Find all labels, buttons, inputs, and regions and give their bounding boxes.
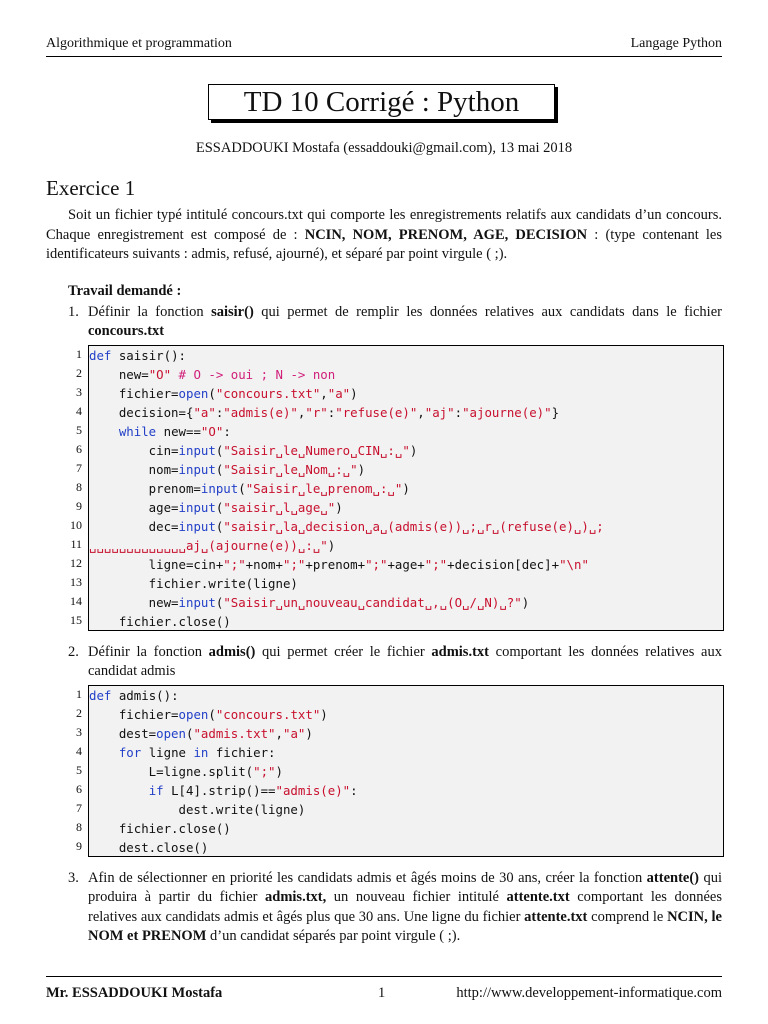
code-line (89, 365, 335, 384)
code-line (89, 384, 358, 403)
question-number: 1. (68, 304, 79, 320)
code-line (89, 686, 179, 705)
line-number: 10 (70, 518, 82, 532)
code-token: ␣␣␣␣␣␣␣␣␣␣␣␣␣aj␣(ajourne(e))␣:␣" (89, 538, 328, 553)
code-token: "a" (282, 726, 306, 741)
code-line (89, 517, 604, 536)
code-token: fichier.close() (89, 821, 231, 836)
line-number: 2 (76, 366, 82, 380)
code-line (89, 441, 417, 460)
code-token: ( (185, 726, 194, 741)
code-token: : (454, 405, 463, 420)
code-token (89, 783, 149, 798)
code-token: in (193, 745, 209, 760)
code-token: dest.write(ligne) (89, 802, 306, 817)
line-number: 8 (76, 820, 82, 834)
code-token: , (297, 405, 306, 420)
q3-func: attente() (646, 870, 700, 886)
code-token: "saisir␣l␣age␣" (223, 500, 336, 515)
q3-file-admis: admis.txt, (265, 889, 327, 906)
q3-text-k: d’un candidat séparés par point virgule ( ;). (206, 928, 461, 945)
line-number: 4 (76, 744, 82, 758)
code-token: ";" (365, 557, 388, 572)
line-number: 13 (70, 575, 82, 589)
code-token: : (327, 405, 336, 420)
q1-text-c: qui permet de remplir les données relatives aux candidats dans le fichier (253, 304, 722, 320)
code-line (89, 762, 283, 781)
code-token: ";" (282, 557, 306, 572)
code-block-saisir (88, 345, 724, 631)
q3-text-i: comprend le (587, 908, 668, 925)
intro-fields: NCIN, NOM, PRENOM, AGE, DECISION (304, 226, 588, 243)
code-token: L[4].strip()== (163, 783, 276, 798)
code-token: "admis(e)" (275, 783, 351, 798)
line-number: 14 (70, 594, 82, 608)
q3-fields: NCIN, le NOM et PRENOM (88, 908, 722, 945)
code-line (89, 422, 231, 441)
code-token: ) (521, 595, 530, 610)
code-token: nom= (89, 462, 179, 477)
line-number: 9 (76, 499, 82, 513)
header-right: Langage Python (630, 36, 722, 51)
code-line (89, 800, 305, 819)
code-line (89, 593, 529, 612)
code-token: : (350, 783, 358, 798)
code-token: ( (208, 386, 216, 401)
code-token: ) (350, 386, 358, 401)
q1-file: concours.txt (88, 322, 165, 339)
code-token: ) (409, 443, 418, 458)
code-line (89, 705, 328, 724)
code-token: ";" (223, 557, 246, 572)
code-token: "Saisir␣le␣Numero␣CIN␣:␣" (223, 443, 410, 458)
code-token: new= (89, 595, 179, 610)
code-token: : (215, 405, 224, 420)
question-2 (68, 643, 722, 683)
author-line: ESSADDOUKI Mostafa (essaddouki@gmail.com), 13 mai 2018 (195, 140, 573, 156)
code-token: , (320, 386, 328, 401)
line-number: 12 (70, 556, 82, 570)
code-token: ) (335, 500, 343, 515)
code-token: ( (215, 500, 224, 515)
code-token: def (89, 688, 112, 703)
q2-text-c: qui permet créer le fichier (255, 644, 432, 660)
code-line (89, 724, 313, 743)
question-3 (68, 869, 722, 969)
code-token: admis(): (111, 688, 179, 703)
code-token: new= (89, 367, 149, 382)
code-token: ";" (424, 557, 448, 572)
q2-func: admis() (208, 644, 256, 660)
line-number: 7 (76, 801, 82, 815)
code-line (89, 574, 298, 593)
code-token: ( (215, 519, 224, 534)
q3-file-attente-2: attente.txt (524, 908, 588, 925)
travail-heading: Travail demandé : (68, 283, 182, 299)
code-token: def (89, 348, 112, 363)
q1-func: saisir() (211, 304, 254, 320)
line-number: 4 (76, 404, 82, 418)
code-token: +prenom+ (305, 557, 366, 572)
code-line (89, 819, 231, 838)
line-number: 5 (76, 423, 82, 437)
code-token: saisir(): (111, 348, 186, 363)
code-line (89, 479, 410, 498)
code-line (89, 346, 186, 365)
code-token: open (178, 707, 209, 722)
code-token: prenom= (89, 481, 201, 496)
code-token: +decision[dec]+ (447, 557, 560, 572)
q3-text-a: Afin de sélectionner en priorité les candidats admis et âgés moins de 30 ans, créer la fonction (88, 870, 647, 886)
code-token: L=ligne.split( (89, 764, 254, 779)
line-number: 11 (70, 537, 82, 551)
code-token: "saisir␣la␣decision␣a␣(admis(e))␣;␣r␣(refuse(e)␣)␣; (223, 519, 604, 534)
code-token: open (156, 726, 186, 741)
code-line (89, 403, 559, 422)
code-line (89, 781, 358, 800)
code-token: ) (327, 538, 336, 553)
code-token: "O" (200, 424, 224, 439)
intro-paragraph (46, 206, 722, 265)
line-number: 6 (76, 782, 82, 796)
line-number: 1 (76, 347, 82, 361)
code-token: ) (305, 726, 313, 741)
exercise-heading: Exercice 1 (46, 176, 136, 200)
code-token: ) (402, 481, 410, 496)
code-token: decision={ (89, 405, 194, 420)
q1-text-a: Définir la fonction (88, 304, 212, 320)
code-token: "Saisir␣le␣Nom␣:␣" (223, 462, 358, 477)
q3-text-g: comportant les données relatives aux candidats admis et âgés plus que 30 ans. Une ligne du fichier (88, 889, 722, 925)
code-token: "O" (148, 367, 172, 382)
code-token: input (200, 481, 239, 496)
code-line (89, 536, 335, 555)
question-1 (68, 303, 722, 343)
code-token: dec= (89, 519, 179, 534)
code-token: "concours.txt" (215, 386, 321, 401)
code-token: fichier.close() (89, 614, 231, 629)
line-number: 3 (76, 725, 82, 739)
code-token: dest.close() (89, 840, 209, 855)
footer-rule (46, 976, 722, 977)
footer-author: Mr. ESSADDOUKI Mostafa (46, 985, 223, 1001)
header-left: Algorithmique et programmation (46, 36, 232, 51)
code-token: "admis(e)" (223, 405, 298, 420)
code-token: "Saisir␣un␣nouveau␣candidat␣,␣(O␣/␣N)␣?" (223, 595, 522, 610)
code-token: "ajourne(e)" (462, 405, 552, 420)
code-token: , (275, 726, 283, 741)
code-token: "admis.txt" (193, 726, 276, 741)
code-token: +age+ (387, 557, 425, 572)
code-token (89, 745, 119, 760)
code-token: if (148, 783, 164, 798)
code-token: fichier= (89, 386, 179, 401)
code-token: input (178, 443, 216, 458)
q3-file-attente: attente.txt (506, 889, 570, 906)
code-token: +nom+ (245, 557, 283, 572)
code-token: ";" (253, 764, 276, 779)
code-token: ( (215, 462, 224, 477)
code-token: ( (215, 595, 224, 610)
code-token: input (178, 595, 216, 610)
code-token: "refuse(e)" (335, 405, 418, 420)
page-title: TD 10 Corrigé : Python (208, 84, 555, 120)
footer-url[interactable]: http://www.developpement-informatique.com (456, 985, 722, 1001)
code-token: ) (357, 462, 366, 477)
q2-text-e: comportant les données relatives aux candidat admis (88, 644, 722, 679)
header-rule (46, 56, 722, 57)
code-token: "a" (327, 386, 351, 401)
code-token: cin= (89, 443, 179, 458)
code-token: open (178, 386, 209, 401)
code-token: "aj" (424, 405, 455, 420)
code-token: ) (320, 707, 328, 722)
question-number: 2. (68, 644, 79, 660)
code-token: ( (208, 707, 216, 722)
code-token: input (178, 462, 216, 477)
code-line (89, 460, 365, 479)
line-number: 2 (76, 706, 82, 720)
code-token: new== (156, 424, 201, 439)
code-line (89, 498, 343, 517)
code-token: ( (238, 481, 246, 496)
code-token: ligne (141, 745, 194, 760)
code-token: for (118, 745, 142, 760)
code-token: , (417, 405, 425, 420)
code-token: age= (89, 500, 179, 515)
code-token: "Saisir␣le␣prenom␣:␣" (245, 481, 403, 496)
code-line (89, 838, 208, 857)
q3-text-c: qui produira à partir du fichier (88, 870, 723, 906)
code-token: : (223, 424, 231, 439)
line-number: 9 (76, 839, 82, 853)
line-number: 5 (76, 763, 82, 777)
code-token: dest= (89, 726, 157, 741)
intro-text-2: : (type contenant les identificateurs suivants : admis, refusé, ajourné), et séparé par point virgule ( ;). (46, 226, 723, 262)
q3-text-e: un nouveau fichier intitulé (326, 889, 507, 906)
code-token: while (118, 424, 157, 439)
code-token: "a" (193, 405, 216, 420)
code-token: input (178, 500, 216, 515)
code-token: fichier= (89, 707, 179, 722)
code-line (89, 743, 276, 762)
code2-line-numbers (60, 686, 88, 857)
page-number: 1 (378, 985, 386, 1001)
code-token (171, 367, 178, 382)
line-number: 7 (76, 461, 82, 475)
q2-text-a: Définir la fonction (88, 644, 209, 660)
q2-file: admis.txt (431, 644, 489, 660)
code-token: "r" (305, 405, 328, 420)
code-token: # O -> oui ; N -> non (178, 367, 336, 382)
intro-text-1: Soit un fichier typé intitulé concours.txt qui comporte les enregistrements relatifs aux candidats d’un concours. Chaque enregistrement est composé de : (46, 207, 722, 243)
line-number: 6 (76, 442, 82, 456)
line-number: 8 (76, 480, 82, 494)
code-block-admis (88, 685, 724, 857)
question-number: 3. (68, 870, 79, 886)
code-token: input (178, 519, 216, 534)
line-number: 3 (76, 385, 82, 399)
code-line (89, 612, 231, 631)
code-token: fichier: (208, 745, 276, 760)
code-token: ) (275, 764, 283, 779)
code-token (89, 424, 119, 439)
code-token: "\n" (559, 557, 589, 572)
code-token: ligne=cin+ (89, 557, 224, 572)
code-token: ( (215, 443, 224, 458)
code-token: "concours.txt" (215, 707, 321, 722)
line-number: 15 (70, 613, 82, 627)
code1-line-numbers (60, 346, 88, 631)
code-token: } (551, 405, 560, 420)
line-number: 1 (76, 687, 82, 701)
code-line (89, 555, 589, 574)
code-token: fichier.write(ligne) (89, 576, 298, 591)
